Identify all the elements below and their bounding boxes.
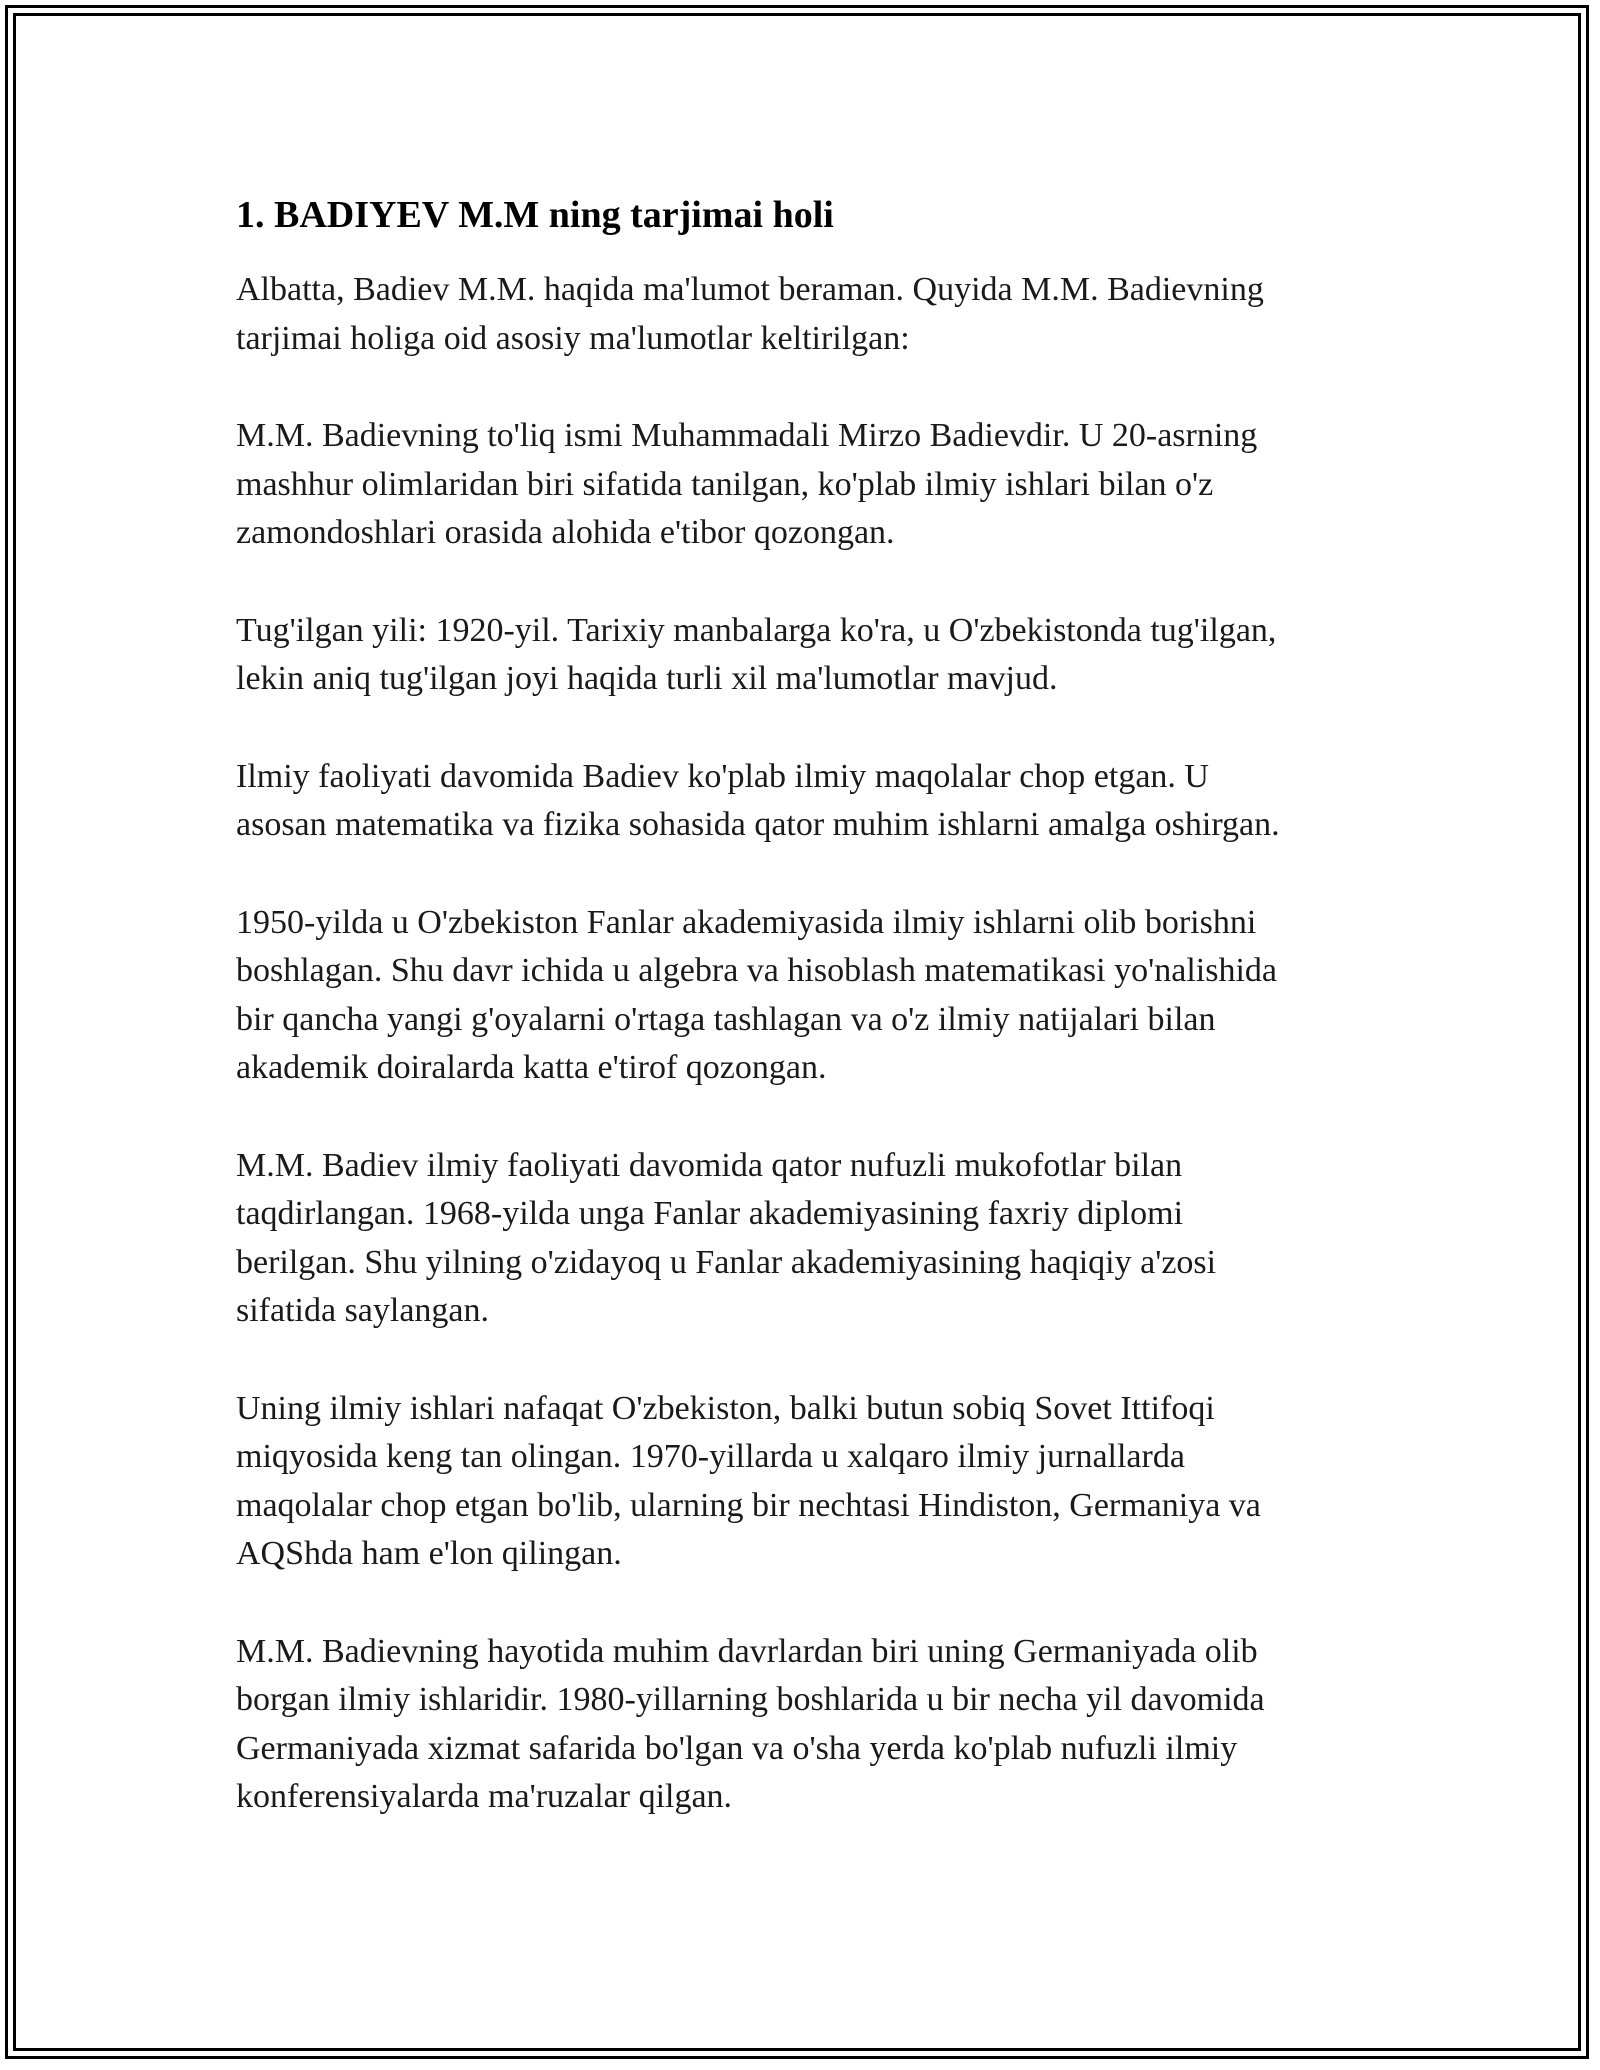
paragraph-recognition (236, 1385, 1386, 1579)
text-line: M.M. Badiev ilmiy faoliyati davomida qator nufuzli mukofotlar bilan (236, 1146, 1183, 1184)
text-line: lekin aniq tug'ilgan joyi haqida turli xil ma'lumotlar mavjud. (236, 660, 1058, 697)
text-line: Uning ilmiy ishlari nafaqat O'zbekiston, balki butun sobiq Sovet Ittifoqi (236, 1389, 1215, 1427)
text-line: borgan ilmiy ishlaridir. 1980-yillarning boshlarida u bir necha yil davomida (236, 1681, 1265, 1718)
text-line: sifatida saylangan. (236, 1292, 490, 1329)
text-line: mashhur olimlaridan biri sifatida tanilgan, ko'plab ilmiy ishlari bilan o'z (236, 465, 1214, 503)
text-line: berilgan. Shu yilning o'zidayoq u Fanlar akademiyasining haqiqiy a'zosi (236, 1243, 1217, 1281)
text-line: miqyosida keng tan olingan. 1970-yillarda u xalqaro ilmiy jurnallarda (236, 1438, 1185, 1475)
text-line: M.M. Badievning hayotida muhim davrlardan biri uning Germaniyada olib (236, 1632, 1258, 1670)
text-line: tarjimai holiga oid asosiy ma'lumotlar keltirilgan: (236, 319, 910, 357)
text-line: konferensiyalarda ma'ruzalar qilgan. (236, 1778, 733, 1815)
paragraph-intro (236, 266, 1386, 363)
paragraph-awards (236, 1142, 1386, 1336)
text-line: boshlagan. Shu davr ichida u algebra va hisoblash matematikasi yo'nalishida (236, 952, 1277, 989)
text-line: M.M. Badievning to'liq ismi Muhammadali Mirzo Badievdir. U 20-asrning (236, 417, 1258, 454)
text-line: bir qancha yangi g'oyalarni o'rtaga tashlagan va o'z ilmiy natijalari bilan (236, 1000, 1216, 1038)
paragraph-research (236, 753, 1386, 850)
document-title: 1. BADIYEV M.M ning tarjimai holi (236, 194, 834, 236)
text-line: zamondoshlari orasida alohida e'tibor qozongan. (236, 514, 895, 551)
document-body (236, 190, 1386, 1871)
text-line: Ilmiy faoliyati davomida Badiev ko'plab ilmiy maqolalar chop etgan. U (236, 757, 1209, 795)
text-line: Albatta, Badiev M.M. haqida ma'lumot beraman. Quyida M.M. Badievning (236, 271, 1264, 308)
paragraph-full-name (236, 412, 1386, 558)
paragraph-academy (236, 899, 1386, 1093)
text-line: Germaniyada xizmat safarida bo'lgan va o'sha yerda ko'plab nufuzli ilmiy (236, 1729, 1238, 1767)
text-line: Tug'ilgan yili: 1920-yil. Tarixiy manbalarga ko'ra, u O'zbekistonda tug'ilgan, (236, 611, 1277, 649)
text-line: maqolalar chop etgan bo'lib, ularning bir nechtasi Hindiston, Germaniya va (236, 1486, 1261, 1524)
text-line: 1950-yilda u O'zbekiston Fanlar akademiyasida ilmiy ishlarni olib borishni (236, 903, 1257, 941)
paragraph-birth (236, 607, 1386, 704)
text-line: AQShda ham e'lon qilingan. (236, 1535, 622, 1572)
text-line: taqdirlangan. 1968-yilda unga Fanlar akademiyasining faxriy diplomi (236, 1195, 1184, 1232)
paragraph-germany (236, 1628, 1386, 1822)
text-line: asosan matematika va fizika sohasida qator muhim ishlarni amalga oshirgan. (236, 806, 1280, 843)
text-line: akademik doiralarda katta e'tirof qozongan. (236, 1049, 827, 1086)
